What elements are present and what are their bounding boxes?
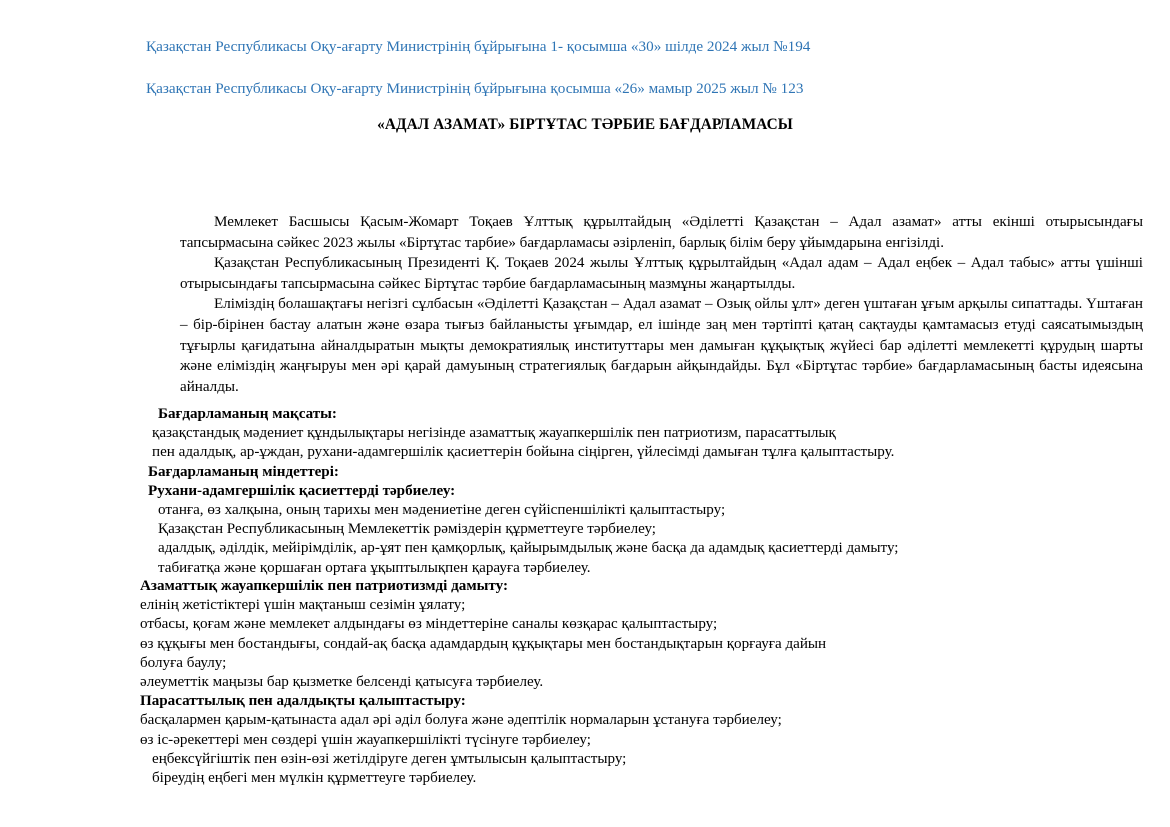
task-item-3: адалдық, әділдік, мейірімділік, ар-ұят пен қамқорлық, қайырымдылық және басқа да адамдық қасиеттерді дамыту; (158, 540, 899, 557)
order-reference-header (146, 38, 1146, 98)
integrity-item-4: біреудің еңбегі мен мүлкін құрметтеуге тәрбиелеу. (152, 770, 477, 787)
civic-item-2: отбасы, қоғам және мемлекет алдындағы өз міндеттеріне саналы көзқарас қалыптастыру; (140, 616, 718, 633)
integrity-heading: Парасаттылық пен адалдықты қалыптастыру: (140, 693, 466, 710)
introduction-section (180, 212, 1143, 397)
spiritual-subsection-heading: Рухани-адамгершілік қасиеттерді тәрбиелеу: (148, 482, 456, 499)
civic-item-1: елінің жетістіктері үшін мақтаныш сезімін ұялату; (140, 597, 466, 614)
page-title: «АДАЛ АЗАМАТ» БІРТҰТАС ТӘРБИЕ БАҒДАРЛАМАСЫ (377, 116, 793, 133)
civic-item-3: өз құқығы мен бостандығы, сондай-ақ басқа адамдардың құқықтары мен бостандықтарын қорғауға дайын (140, 635, 827, 652)
integrity-item-2: өз іс-әрекеттері мен сөздері үшін жауапкершілікті түсінуге тәрбиелеу; (140, 731, 591, 748)
civic-item-4: болуға баулу; (140, 654, 227, 671)
goal-line-2: пен адалдық, ар-ұждан, рухани-адамгершілік қасиеттерін бойына сіңірген, үйлесімді дамыған тұлға қалыптастыру. (152, 444, 895, 461)
civic-item-5: әлеуметтік маңызы бар қызметке белсенді қатысуға тәрбиелеу. (140, 674, 544, 691)
goals-and-tasks-section (148, 405, 1142, 578)
order-reference-line-1: Қазақстан Республикасы Оқу-ағарту Министрінің бұйрығына 1- қосымша «30» шілде 2024 жыл №194 (146, 38, 811, 55)
task-item-2: Қазақстан Республикасының Мемлекеттік рәміздерін құрметтеуге тәрбиелеу; (158, 521, 656, 538)
order-reference-line-2: Қазақстан Республикасы Оқу-ағарту Министрінің бұйрығына қосымша «26» мамыр 2025 жыл № 123 (146, 80, 804, 97)
intro-paragraph-1: Мемлекет Басшысы Қасым-Жомарт Тоқаев Ұлттық құрылтайдың «Әділетті Қазақстан – Адал азамат» атты екінші отырысындағы тапсырмасына сәйкес 2023 жылы «Біртұтас тарбие» бағдарламасы әзірленіп, барлық білім беру ұйымдарына енгізілді. (180, 214, 1143, 251)
integrity-item-1: басқалармен қарым-қатынаста адал әрі әділ болуға және әдептілік нормаларын ұстануға тәрбиелеу; (140, 712, 782, 729)
civic-heading: Азаматтық жауапкершілік пен патриотизмді дамыту: (140, 578, 508, 594)
civic-and-integrity-section (140, 577, 1140, 788)
task-item-1: отанға, өз халқына, оның тарихы мен мәдениетіне деген сүйіспеншілікті қалыптастыру; (158, 502, 726, 519)
goal-heading: Бағдарламаның мақсаты: (158, 406, 337, 422)
intro-paragraph-2: Қазақстан Республикасының Президенті Қ. Тоқаев 2024 жылы Ұлттық құрылтайдың «Адал адам – Адал еңбек – Адал табыс» атты үшінші отырысындағы тапсырмасына сәйкес Біртұтас тәрбие бағдарламасының мазмұны жаңартылды. (180, 255, 1143, 292)
tasks-heading: Бағдарламаның міндеттері: (148, 463, 339, 480)
intro-paragraph-3: Еліміздің болашақтағы негізгі сұлбасын «Әділетті Қазақстан – Адал азамат – Озық ойлы ұлт» деген үштаған ұғым арқылы сипаттады. Үштаған – бір-бірінен бастау алатын және өзара тығыз байланысты ұғымдар, ел ішінде заң мен тәртіпті қатаң сақтауды қамтамасыз етуді саясатымыздың тұғырлы қағидатына айналдыратын мықты демократиялық институттары мен дамыған құқықтық жүйесі бар әділетті мемлекетті құрудың шарты және еліміздің жаңғыруы мен әрі қарай дамуының стратегиялық бағдарын айқындайды. Бұл «Біртұтас тәрбие» бағдарламасының басты идеясына айналды. (180, 296, 1143, 395)
task-item-4: табиғатқа және қоршаған ортаға ұқыптылықпен қарауға тәрбиелеу. (158, 559, 591, 576)
integrity-item-3: еңбексүйгіштік пен өзін-өзі жетілдіруге деген ұмтылысын қалыптастыру; (152, 750, 627, 767)
goal-line-1: қазақстандық мәдениет құндылықтары негізінде азаматтық жауапкершілік пен патриотизм, парасаттылық (152, 425, 836, 442)
